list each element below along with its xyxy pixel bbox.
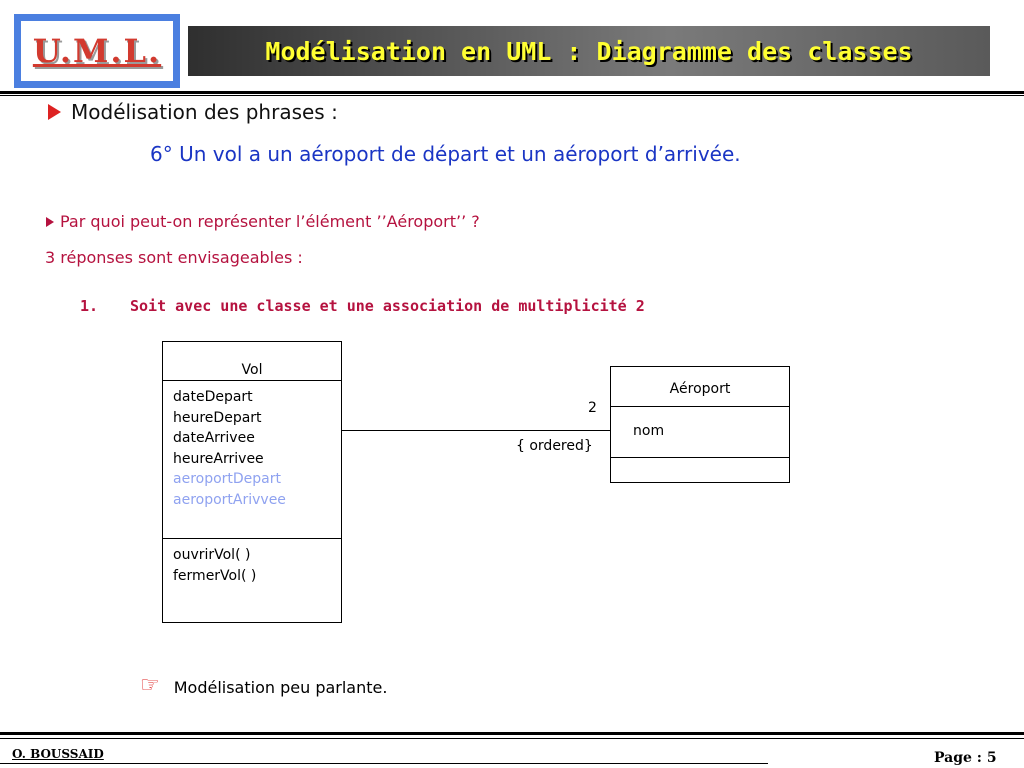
association-line [342, 430, 610, 431]
header-rule [0, 91, 1024, 94]
page-title: Modélisation en UML : Diagramme des classes [265, 36, 913, 66]
attribute: heureArrivee [173, 450, 264, 467]
remark [140, 675, 387, 697]
option-number: 1. [80, 297, 99, 315]
operation: fermerVol( ) [173, 567, 257, 584]
header-rule-thin [0, 95, 1024, 96]
option-1 [80, 297, 645, 315]
highlighted-attribute: aeroportDepart [173, 471, 282, 487]
logo-text: U.M.L. [32, 32, 162, 70]
class-vol [162, 341, 342, 623]
highlighted-attribute: aeroportArivvee [173, 491, 286, 508]
bullet-main-text: Modélisation des phrases : [71, 100, 338, 124]
constraint-label: { ordered} [516, 438, 593, 454]
answers-intro: 3 réponses sont envisageables : [45, 248, 303, 267]
page-number: Page : 5 [934, 750, 997, 766]
footer-rule [0, 732, 1024, 735]
remark-text: Modélisation peu parlante. [173, 678, 388, 697]
class-aeroport-operations [611, 458, 789, 482]
class-aeroport-attributes [611, 407, 789, 458]
arrow-right-icon [48, 104, 61, 120]
class-aeroport-name: Aéroport [611, 367, 789, 407]
example-sentence: 6° Un vol a un aéroport de départ et un aéroport d’arrivée. [150, 142, 741, 166]
question-text: Par quoi peut-on représenter l’élément ’’Aéroport’’ ? [60, 212, 480, 231]
logo [19, 19, 175, 83]
arrow-right-icon [46, 217, 54, 227]
option-text: Soit avec une classe et une association de multiplicité 2 [130, 297, 645, 315]
title-banner [188, 26, 990, 76]
question [46, 212, 480, 231]
operation: ouvrirVol( ) [173, 547, 251, 563]
bullet-main [48, 100, 338, 124]
class-vol-operations [163, 539, 341, 622]
pointing-hand-icon: ☞ [140, 673, 160, 698]
footer-underline [0, 763, 768, 764]
footer-author: O. BOUSSAID [12, 747, 104, 761]
multiplicity-label: 2 [588, 400, 597, 416]
attribute: heureDepart [173, 409, 262, 426]
attribute: dateDepart [173, 389, 253, 405]
class-vol-name: Vol [163, 342, 341, 381]
attribute: nom [633, 423, 665, 439]
attribute: dateArrivee [173, 430, 255, 446]
footer-rule-thin [0, 738, 1024, 739]
class-aeroport [610, 366, 790, 483]
class-vol-attributes [163, 381, 341, 539]
